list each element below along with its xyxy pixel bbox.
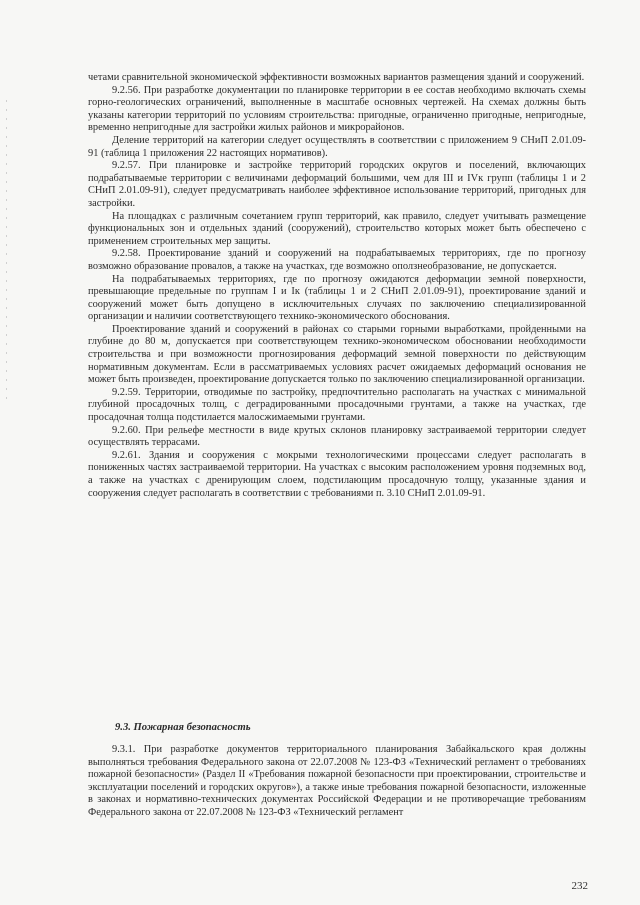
paragraph-9-2-56: 9.2.56. При разработке документации по планировке территории в ее состав необходимо включать схемы горно-геологических ограничений, выполненные в масштабе основных чертежей. На схемах должны быть указаны категории территорий по условиям строительства: пригодные, ограниченно пригодные, непригодные, временно непригодные для застройки жилых районов и микрорайонов. xyxy=(88,84,586,134)
paragraph-continuation: четами сравнительной экономической эффективности возможных вариантов размещения зданий и сооружений. xyxy=(88,72,585,83)
paragraph-old-mines: Проектирование зданий и сооружений в районах со старыми горными выработками, пройденными на глубине до 80 м, допускается при соответствующем технико-экономическом обосновании необходимости строительства и при возможности прогнозирования деформаций земной поверхности по действующим нормативным документам. Если в рассматриваемых условиях расчет ожидаемых деформаций основания не может быть произведен, проектирование допускается только по заключению специализированной организации. xyxy=(88,323,586,386)
paragraph-9-3-1: 9.3.1. При разработке документов территориального планирования Забайкальского края должны выполняться требования Федерального закона от 22.07.2008 № 123-ФЗ «Технический регламент о требованиях пожарной безопасности» (Раздел II «Требования пожарной безопасности при проектировании, строительстве и эксплуатации поселений и городских округов»), а также иные требования пожарной безопасности, изложенные в законах и нормативно-технических документах Российской Федерации и не противоречащие требованиям Федерального закона от 22.07.2008 № 123-ФЗ «Технический регламент xyxy=(88,744,586,818)
page-number: 232 xyxy=(571,880,588,892)
paragraph-9-2-57: 9.2.57. При планировке и застройке территорий городских округов и поселений, включающих подрабатываемые территории с величинами деформаций большими, чем для III и IVк групп (таблицы 1 и 2 СНиП 2.01.09-91), следует предусматривать наиболее эффективное использование территорий, пригодных для застройки. xyxy=(88,160,586,209)
paragraph-deformations: На подрабатываемых территориях, где по прогнозу ожидаются деформации земной поверхности, превышающие предельные по группам I и Iк (таблицы 1 и 2 СНиП 2.01.09-91), проектирование зданий и сооружений может быть допущено в исключительных случаях по заключению специализированной организации и наличии соответствующего технико-экономического обоснования. xyxy=(88,273,586,323)
paragraph-9-2-60: 9.2.60. При рельефе местности в виде крутых склонов планировку застраиваемой территории следует осуществлять террасами. xyxy=(88,424,586,449)
section-heading-fire-safety: 9.3. Пожарная безопасность xyxy=(115,722,251,733)
section-9-2-body xyxy=(88,72,586,500)
paragraph-9-2-61: 9.2.61. Здания и сооружения с мокрыми технологическими процессами следует располагать в пониженных частях застраиваемой территории. На участках с высоким расположением уровня подземных вод, а также на участках с дренирующим слоем, подстилающим просадочную толщу, указанные здания и сооружения следует располагать в соответствии с требованиями п. 3.10 СНиП 2.01.09-91. xyxy=(88,449,586,499)
paragraph-sites: На площадках с различным сочетанием групп территорий, как правило, следует учитывать размещение функциональных зон и отдельных зданий (сооружений), строительство которых может быть обеспечено с применением строительных мер защиты. xyxy=(88,210,586,247)
paragraph-categories: Деление территорий на категории следует осуществлять в соответствии с приложением 9 СНиП 2.01.09-91 (таблица 1 приложения 22 настоящих нормативов). xyxy=(88,134,586,159)
scan-artifact xyxy=(6,100,7,400)
paragraph-9-2-58: 9.2.58. Проектирование зданий и сооружений на подрабатываемых территориях, где по прогнозу возможно образование провалов, а также на участках, где возможно оползнеобразование, не допускается. xyxy=(88,248,586,272)
paragraph-9-2-59: 9.2.59. Территории, отводимые по застройку, предпочтительно располагать на участках с минимальной глубиной просадочных толщ, с деградированными просадочными грунтами, а также на участках, где просадочная толща подстилается малосжимаемыми грунтами. xyxy=(88,386,586,424)
section-9-3-body xyxy=(88,744,586,820)
